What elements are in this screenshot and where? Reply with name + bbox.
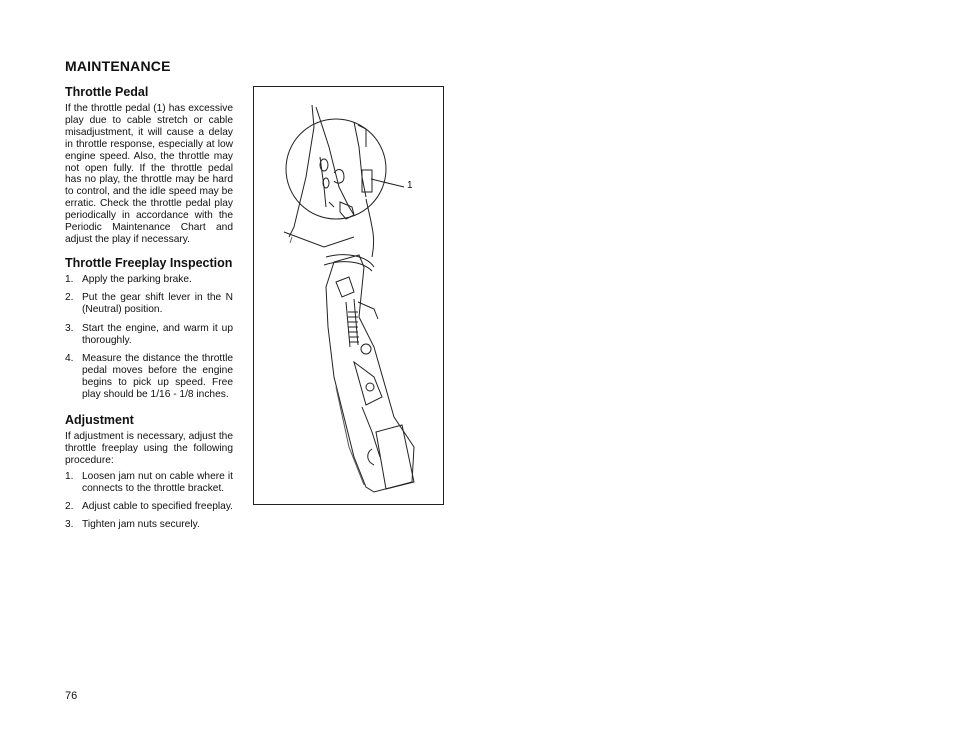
throttle-pedal-figure bbox=[253, 86, 444, 505]
throttle-pedal-body: If the throttle pedal (1) has excessive play due to cable stretch or cable misadjustment, it will cause a delay in throttle response, especially at low engine speed. Also, the throttle may not open fully. If the throttle pedal has no play, the throttle may be hard to control, and the idle speed may be erratic. Check the throttle pedal play periodically in accordance with the Periodic Maintenance Chart and adjust the play if necessary. bbox=[65, 103, 233, 245]
freeplay-steps bbox=[65, 274, 233, 401]
list-item: 2. Adjust cable to specified freeplay. bbox=[65, 501, 234, 513]
freeplay-inspection-heading: Throttle Freeplay Inspection bbox=[65, 255, 233, 270]
throttle-pedal-heading: Throttle Pedal bbox=[65, 85, 149, 99]
adjustment-steps bbox=[65, 471, 233, 532]
text-column bbox=[65, 85, 233, 538]
throttle-pedal-illustration bbox=[254, 87, 445, 506]
adjustment-heading: Adjustment bbox=[65, 413, 134, 428]
list-item: 1. Loosen jam nut on cable where it connects to the throttle bracket. bbox=[65, 470, 233, 494]
list-item: 4. Measure the distance the throttle pedal moves before the engine begins to pick up speed. Free play should be 1/16 - 1/8 inches. bbox=[65, 352, 233, 400]
list-item: 3. Tighten jam nuts securely. bbox=[65, 519, 200, 531]
section-title: MAINTENANCE bbox=[65, 58, 171, 74]
adjustment-body: If adjustment is necessary, adjust the throttle freeplay using the following procedure: bbox=[65, 431, 233, 466]
list-item: 1. Apply the parking brake. bbox=[65, 273, 192, 285]
callout-label: 1 bbox=[407, 180, 413, 191]
list-item: 3. Start the engine, and warm it up thoroughly. bbox=[65, 322, 233, 346]
list-item: 2. Put the gear shift lever in the N (Neutral) position. bbox=[65, 292, 233, 316]
page-number: 76 bbox=[65, 690, 78, 702]
